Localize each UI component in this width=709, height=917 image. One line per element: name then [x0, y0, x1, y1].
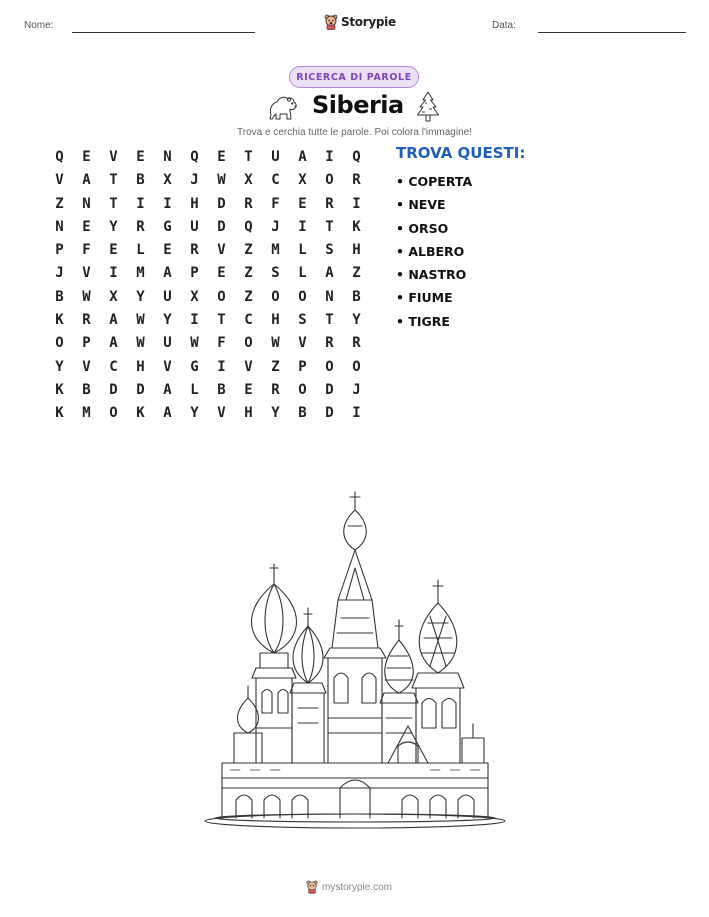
grid-cell[interactable]: R — [244, 195, 253, 212]
grid-cell[interactable]: I — [163, 195, 172, 212]
grid-cell[interactable]: B — [55, 288, 64, 305]
grid-cell[interactable]: R — [352, 172, 361, 189]
grid-cell[interactable]: W — [271, 335, 280, 352]
grid-cell[interactable]: L — [190, 381, 199, 398]
grid-cell[interactable]: A — [163, 265, 172, 282]
grid-cell[interactable]: I — [136, 195, 145, 212]
instructions-text: Trova e cerchia tutte le parole. Poi colora l'immagine! — [237, 127, 472, 138]
grid-cell[interactable]: F — [217, 335, 226, 352]
grid-cell[interactable]: U — [271, 149, 280, 165]
grid-cell[interactable]: X — [190, 288, 199, 305]
grid-cell[interactable]: V — [217, 242, 226, 259]
grid-cell[interactable]: Z — [55, 195, 64, 212]
grid-cell[interactable]: A — [82, 172, 91, 189]
grid-cell[interactable]: X — [163, 172, 172, 189]
grid-cell[interactable]: L — [298, 265, 307, 282]
grid-cell[interactable]: A — [325, 265, 334, 282]
grid-cell[interactable]: I — [352, 195, 361, 212]
grid-cell[interactable]: Y — [109, 218, 118, 235]
word-list-item: • TIGRE — [396, 313, 450, 329]
grid-cell[interactable]: Y — [190, 405, 199, 422]
grid-cell[interactable]: Y — [55, 358, 64, 375]
grid-cell[interactable]: O — [325, 172, 334, 189]
grid-cell[interactable]: C — [271, 172, 280, 189]
grid-cell[interactable]: O — [325, 358, 334, 375]
word-list-item: • ORSO — [396, 220, 449, 236]
grid-cell[interactable]: F — [82, 242, 91, 259]
grid-cell[interactable]: D — [136, 381, 145, 398]
grid-cell[interactable]: Q — [352, 149, 361, 165]
grid-cell[interactable]: I — [217, 358, 226, 375]
grid-cell[interactable]: V — [55, 172, 64, 189]
word-list-title: TROVA QUESTI: — [396, 144, 526, 162]
grid-cell[interactable]: R — [136, 218, 145, 235]
page-title: Siberia — [312, 91, 404, 119]
word-search-grid[interactable] — [46, 146, 370, 426]
grid-cell[interactable]: I — [352, 405, 361, 422]
grid-cell[interactable]: O — [298, 288, 307, 305]
grid-cell[interactable]: Q — [190, 149, 199, 165]
grid-cell[interactable]: W — [136, 335, 145, 352]
word-list-item: • COPERTA — [396, 174, 473, 189]
grid-cell[interactable]: I — [190, 312, 199, 329]
grid-cell[interactable]: K — [55, 312, 64, 329]
polar-bear-icon — [267, 91, 299, 121]
grid-cell[interactable]: S — [271, 265, 280, 282]
date-line[interactable] — [538, 32, 686, 33]
grid-cell[interactable]: N — [82, 195, 91, 212]
grid-cell[interactable]: B — [136, 172, 145, 189]
grid-cell[interactable]: X — [109, 288, 118, 305]
pine-tree-icon — [415, 91, 441, 123]
footer-url[interactable]: mystorypie.com — [322, 881, 393, 893]
grid-cell[interactable]: M — [271, 242, 280, 259]
activity-badge: RICERCA DI PAROLE — [289, 66, 419, 88]
grid-cell[interactable]: T — [109, 195, 118, 212]
grid-cell[interactable]: R — [82, 312, 91, 329]
grid-cell[interactable]: X — [244, 172, 253, 189]
grid-cell[interactable]: P — [298, 358, 307, 375]
grid-cell[interactable]: J — [352, 381, 361, 398]
word-list-item: • ALBERO — [396, 243, 465, 259]
grid-cell[interactable]: V — [109, 149, 118, 165]
grid-cell[interactable]: H — [136, 358, 145, 375]
grid-cell[interactable]: O — [217, 288, 226, 305]
bear-logo-icon — [306, 880, 318, 894]
grid-cell[interactable]: O — [271, 288, 280, 305]
grid-cell[interactable]: V — [217, 405, 226, 422]
word-list-item: • NEVE — [396, 197, 446, 213]
grid-cell[interactable]: K — [55, 405, 64, 422]
grid-cell[interactable]: B — [298, 405, 307, 422]
grid-cell[interactable]: Z — [271, 358, 280, 375]
grid-cell[interactable]: L — [136, 242, 145, 259]
grid-cell[interactable]: P — [55, 242, 64, 259]
brand-name: Storypie — [341, 15, 396, 29]
grid-cell[interactable]: T — [217, 312, 226, 329]
grid-cell[interactable]: O — [55, 335, 64, 352]
word-list — [396, 170, 472, 333]
grid-cell[interactable]: B — [352, 288, 361, 305]
grid-cell[interactable]: P — [190, 265, 199, 282]
grid-cell[interactable]: I — [109, 265, 118, 282]
grid-cell[interactable]: D — [325, 381, 334, 398]
grid-cell[interactable]: H — [190, 195, 199, 212]
footer — [306, 880, 392, 894]
date-label: Data: — [492, 20, 516, 31]
grid-cell[interactable]: E — [136, 149, 145, 165]
grid-cell[interactable]: G — [163, 218, 172, 235]
grid-cell[interactable]: B — [82, 381, 91, 398]
grid-cell[interactable]: N — [55, 218, 64, 235]
name-label: Nome: — [24, 20, 54, 31]
grid-cell[interactable]: Z — [244, 265, 253, 282]
grid-cell[interactable]: W — [82, 288, 91, 305]
grid-cell[interactable]: O — [352, 358, 361, 375]
cathedral-illustration[interactable] — [200, 488, 510, 833]
grid-cell[interactable]: A — [109, 312, 118, 329]
grid-cell[interactable]: P — [82, 335, 91, 352]
grid-cell[interactable]: K — [55, 381, 64, 398]
grid-cell[interactable]: F — [271, 195, 280, 212]
grid-cell[interactable]: H — [244, 405, 253, 422]
grid-cell[interactable]: M — [136, 265, 145, 282]
grid-cell[interactable]: J — [190, 172, 199, 189]
grid-cell[interactable]: U — [163, 288, 172, 305]
grid-cell[interactable]: R — [325, 195, 334, 212]
grid-cell[interactable]: I — [298, 218, 307, 235]
grid-cell[interactable]: E — [217, 265, 226, 282]
grid-cell[interactable]: E — [244, 381, 253, 398]
brand-logo — [324, 14, 396, 30]
grid-cell[interactable]: A — [163, 405, 172, 422]
grid-cell[interactable]: Z — [244, 288, 253, 305]
grid-cell[interactable]: Z — [352, 265, 361, 282]
grid-cell[interactable]: S — [298, 312, 307, 329]
grid-cell[interactable]: I — [325, 149, 334, 165]
grid-cell[interactable]: H — [352, 242, 361, 259]
grid-cell[interactable]: Q — [55, 149, 64, 165]
grid-cell[interactable]: E — [163, 242, 172, 259]
grid-cell[interactable]: V — [244, 358, 253, 375]
grid-cell[interactable]: C — [244, 312, 253, 329]
grid-cell[interactable]: E — [217, 149, 226, 165]
grid-cell[interactable]: Q — [244, 218, 253, 235]
grid-cell[interactable]: O — [244, 335, 253, 352]
grid-cell[interactable]: S — [325, 242, 334, 259]
grid-cell[interactable]: J — [55, 265, 64, 282]
grid-cell[interactable]: J — [271, 218, 280, 235]
grid-cell[interactable]: R — [271, 381, 280, 398]
grid-cell[interactable]: T — [244, 149, 253, 165]
grid-cell[interactable]: V — [298, 335, 307, 352]
bear-logo-icon — [324, 14, 338, 30]
grid-cell[interactable]: H — [271, 312, 280, 329]
grid-cell[interactable]: Y — [163, 312, 172, 329]
grid-cell[interactable]: K — [136, 405, 145, 422]
grid-cell[interactable]: Y — [271, 405, 280, 422]
grid-cell[interactable]: R — [190, 242, 199, 259]
word-list-item: • FIUME — [396, 290, 453, 306]
grid-cell[interactable]: R — [325, 335, 334, 352]
grid-cell[interactable]: V — [82, 265, 91, 282]
grid-cell[interactable]: E — [109, 242, 118, 259]
grid-cell[interactable]: N — [325, 288, 334, 305]
grid-cell[interactable]: T — [325, 312, 334, 329]
grid-cell[interactable]: T — [109, 172, 118, 189]
grid-cell[interactable]: K — [352, 218, 361, 235]
grid-cell[interactable]: U — [190, 218, 199, 235]
grid-cell[interactable]: W — [136, 312, 145, 329]
grid-cell[interactable]: T — [325, 218, 334, 235]
grid-cell[interactable]: G — [190, 358, 199, 375]
grid-cell[interactable]: Z — [244, 242, 253, 259]
grid-cell[interactable]: U — [163, 335, 172, 352]
grid-cell[interactable]: B — [217, 381, 226, 398]
grid-cell[interactable]: Y — [352, 312, 361, 329]
grid-cell[interactable]: Y — [136, 288, 145, 305]
grid-cell[interactable]: C — [109, 358, 118, 375]
grid-cell[interactable]: W — [217, 172, 226, 189]
grid-cell[interactable]: E — [298, 195, 307, 212]
grid-cell[interactable]: D — [109, 381, 118, 398]
grid-cell[interactable]: V — [82, 358, 91, 375]
grid-cell[interactable]: O — [109, 405, 118, 422]
grid-cell[interactable]: W — [190, 335, 199, 352]
word-list-item: • NASTRO — [396, 267, 467, 283]
grid-cell[interactable]: A — [298, 149, 307, 165]
grid-cell[interactable]: E — [82, 218, 91, 235]
grid-cell[interactable]: X — [298, 172, 307, 189]
grid-cell[interactable]: R — [352, 335, 361, 352]
grid-cell[interactable]: V — [163, 358, 172, 375]
grid-cell[interactable]: E — [82, 149, 91, 165]
grid-cell[interactable]: D — [217, 218, 226, 235]
grid-cell[interactable]: L — [298, 242, 307, 259]
grid-cell[interactable]: A — [109, 335, 118, 352]
grid-cell[interactable]: A — [163, 381, 172, 398]
name-line[interactable] — [72, 32, 255, 33]
grid-cell[interactable]: O — [298, 381, 307, 398]
grid-cell[interactable]: M — [82, 405, 91, 422]
grid-cell[interactable]: N — [163, 149, 172, 165]
grid-cell[interactable]: D — [217, 195, 226, 212]
grid-cell[interactable]: D — [325, 405, 334, 422]
